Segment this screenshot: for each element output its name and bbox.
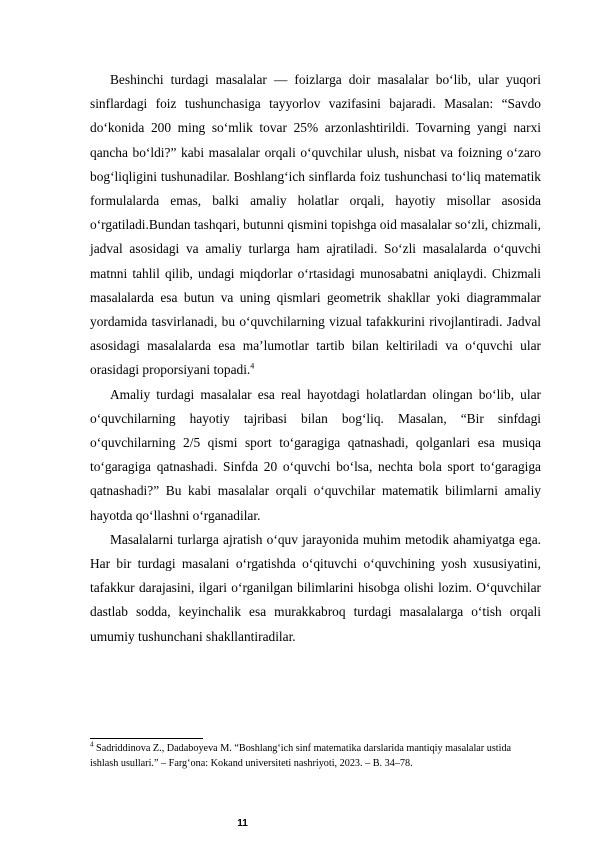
paragraph-practical-problems [90,383,541,528]
paragraph-classification-importance [90,528,541,649]
paragraph-percent-problems [90,68,541,383]
footnote-number: 4 [90,740,94,749]
paragraph-text: Masalalarni turlarga ajratish o‘quv jarayonida muhim metodik ahamiyatga ega. Har bir turdagi masalani o‘rgatishda o‘qituvchi o‘quvchining yosh xususiyatini, tafakkur darajasini, ilgari o‘rganilgan bilimlarini hisobga olishi lozim. O‘quvchilar dastlab sodda, keyinchalik esa murakkabroq turdagi masalalarga o‘tish orqali umumiy tushunchani shakllantiradilar. [90,531,541,644]
footnote-text: Sadriddinova Z., Dadaboyeva M. “Boshlang‘ich sinf matematika darslarida mantiqiy masalalar ustida ishlash usullari.” – Farg‘ona: Kokand universiteti nashriyoti, 2023. – B. 34–78. [90,743,512,769]
page-number: 11 [237,818,248,829]
paragraph-text: Amaliy turdagi masalalar esa real hayotdagi holatlardan olingan bo‘lib, ular o‘quvchilarning hayotiy tajribasi bilan bog‘liq. Masalan, “Bir sinfdagi o‘quvchilarning 2/5 qismi sport to‘garagiga qatnashadi, qolganlari esa musiqa to‘garagiga qatnashadi. Sinfda 20 o‘quvchi bo‘lsa, nechta bola sport to‘garagiga qatnashadi?” Bu kabi masalalar orqali o‘quvchilar matematik bilimlarni amaliy hayotda qo‘llashni o‘rganadilar. [90,386,541,523]
footnote-reference[interactable]: 4 [250,361,255,371]
page-body [90,68,541,649]
footnote [90,742,541,771]
paragraph-text: Beshinchi turdagi masalalar — foizlarga doir masalalar bo‘lib, ular yuqori sinflardagi foiz tushunchasiga tayyorlov vazifasini bajaradi. Masalan: “Savdo do‘konida 200 ming so‘mlik tovar 25% arzonlashtirildi. Tovarning yangi narxi qancha bo‘ldi?” kabi masalalar orqali o‘quvchilar ulush, nisbat va foizning o‘zaro bog‘liqligini tushunadilar. Boshlang‘ich sinflarda foiz tushunchasi to‘liq matematik formulalarda emas, balki amaliy holatlar orqali, hayotiy misollar asosida o‘rgatiladi.Bundan tashqari, butunni qismini topishga oid masalalar so‘zli, chizmali, jadval asosidagi va amaliy turlarga ham ajratiladi. So‘zli masalalarda o‘quvchi matnni tahlil qilib, undagi miqdorlar o‘rtasidagi munosabatni aniqlaydi. Chizmali masalalarda esa butun va uning qismlari geometrik shakllar yoki diagrammalar yordamida tasvirlanadi, bu o‘quvchilarning vizual tafakkurini rivojlantiradi. Jadval asosidagi masalalarda esa ma’lumotlar tartib bilan keltiriladi va o‘quvchi ular orasidagi proporsiyani topadi. [90,72,541,378]
footnote-separator [90,738,203,739]
